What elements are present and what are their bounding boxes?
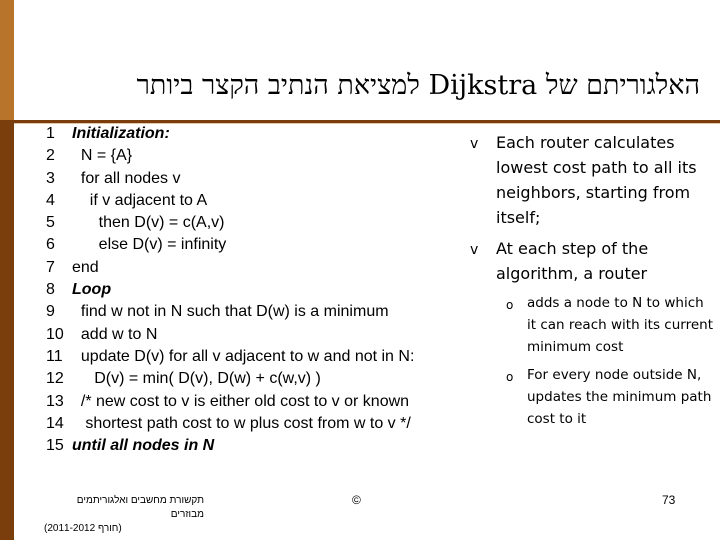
left-bar-top-segment [0, 0, 14, 120]
footer-course-line1: תקשורת מחשבים ואלגוריתמים מבוזרים [76, 495, 204, 520]
line-number: 11 [46, 347, 63, 365]
line-number: 4 [46, 191, 55, 209]
code-line [46, 279, 466, 301]
line-number: 12 [46, 370, 64, 388]
left-decorative-bar [0, 0, 14, 540]
footer-page-number: 73 [662, 493, 676, 507]
sub-bullet-item [470, 292, 715, 358]
line-text: for all nodes v [72, 169, 181, 187]
code-line [46, 368, 466, 390]
checkmark-bullet-icon: v [470, 242, 479, 258]
bullet-text: Each router calculates lowest cost path to all its neighbors, starting from itself; [496, 133, 697, 227]
line-text: end [72, 258, 99, 276]
code-line [46, 301, 466, 323]
checkmark-bullet-icon: v [470, 136, 479, 152]
line-text: update D(v) for all v adjacent to w and not in N: [72, 347, 415, 365]
line-text: /* new cost to v is either old cost to v or known [72, 392, 410, 410]
line-number: 1 [46, 125, 55, 142]
code-line [46, 212, 466, 234]
footer-course-name [44, 494, 204, 536]
line-text: N = {A} [72, 147, 133, 165]
line-text: then D(v) = c(A,v) [72, 214, 225, 232]
line-number: 13 [46, 392, 64, 410]
code-line [46, 413, 466, 435]
explanation-bullets [470, 130, 715, 436]
line-text: shortest path cost to w plus cost from w to v */ [72, 414, 411, 432]
code-line [46, 145, 466, 167]
line-text: find w not in N such that D(w) is a minimum [72, 303, 389, 321]
line-number: 2 [46, 147, 55, 165]
line-number: 5 [46, 214, 55, 232]
bullet-item [470, 236, 715, 286]
code-line [46, 190, 466, 212]
line-text: else D(v) = infinity [72, 236, 227, 254]
bullet-item [470, 130, 715, 230]
line-text: if v adjacent to A [72, 191, 208, 209]
bullet-text: At each step of the algorithm, a router [496, 239, 649, 283]
circle-bullet-icon: o [506, 370, 514, 384]
line-text: Initialization: [72, 125, 170, 142]
code-line [46, 123, 466, 145]
code-line [46, 346, 466, 368]
sub-bullet-item [470, 364, 715, 430]
sub-bullet-text: For every node outside N, updates the minimum path cost to it [527, 367, 712, 427]
line-text: Loop [72, 281, 112, 299]
line-text: D(v) = min( D(v), D(w) + c(w,v) ) [72, 370, 321, 388]
pseudocode-block [46, 123, 466, 457]
sub-bullet-text: adds a node to N to which it can reach with its current minimum cost [527, 295, 713, 355]
line-number: 8 [46, 281, 55, 299]
code-line [46, 391, 466, 413]
circle-bullet-icon: o [506, 298, 514, 312]
code-line [46, 257, 466, 279]
code-line [46, 168, 466, 190]
code-line [46, 435, 466, 457]
footer-copyright: © [352, 493, 361, 507]
code-line [46, 324, 466, 346]
line-number: 6 [46, 236, 55, 254]
line-number: 3 [46, 169, 55, 187]
code-line [46, 234, 466, 256]
line-number: 7 [46, 258, 55, 276]
footer-course-line2: (2011-2012 חורף) [44, 523, 122, 534]
line-number: 14 [46, 414, 64, 432]
line-number: 15 [46, 437, 64, 455]
line-number: 10 [46, 325, 64, 343]
line-text: add w to N [72, 325, 158, 343]
slide-title: האלגוריתם של Dijkstra למציאת הנתיב הקצר ביותר [136, 70, 700, 101]
line-text: until all nodes in N [72, 437, 215, 455]
line-number: 9 [46, 303, 55, 321]
